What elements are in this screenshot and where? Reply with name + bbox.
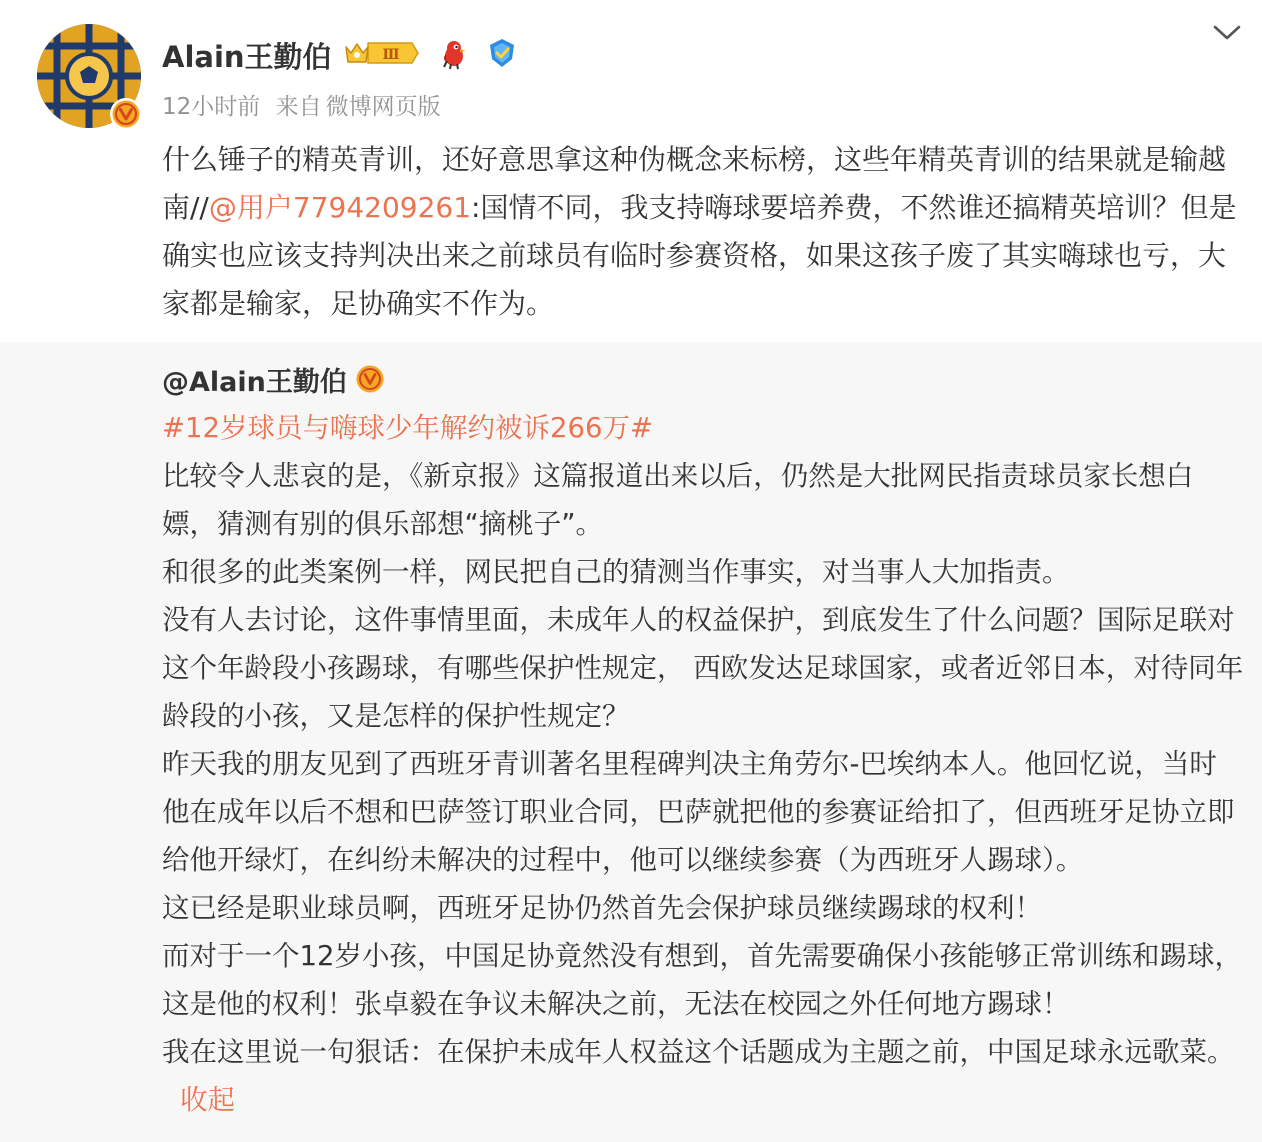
chevron-down-icon[interactable] — [1211, 22, 1243, 44]
repost-paragraph: 这已经是职业球员啊，西班牙足协仍然首先会保护球员继续踢球的权利！ — [162, 892, 1042, 924]
verified-v-icon — [109, 97, 143, 131]
repost-author-row — [162, 356, 385, 402]
author-name[interactable]: Alain王勤伯 — [162, 39, 332, 74]
post-time[interactable]: 12小时前 — [162, 94, 261, 120]
topic-hashtag-link[interactable]: #12岁球员与嗨球少年解约被诉266万# — [162, 412, 654, 444]
post-source[interactable]: 微博网页版 — [325, 94, 441, 120]
repost-paragraph: 昨天我的朋友见到了西班牙青训著名里程碑判决主角劳尔-巴埃纳本人。他回忆说，当时他在成年以后不想和巴萨签订职业合同，巴萨就把他的参赛证给扣了，但西班牙足协立即给他开绿灯，在纠纷未解决的过程中，他可以继续参赛（为西班牙人踢球）。 — [162, 748, 1235, 876]
post-text-before: 什么锤子的精英青训，还好意思拿这种伪概念来标榜，这些年精英青训的结果就是输越南// — [162, 143, 1227, 224]
repost-paragraph: 和很多的此类案例一样，网民把自己的猜测当作事实，对当事人大加指责。 — [162, 556, 1070, 588]
bird-icon[interactable] — [438, 36, 472, 74]
repost-paragraph: 没有人去讨论，这件事情里面，未成年人的权益保护，到底发生了什么问题？国际足联对这个年龄段小孩踢球，有哪些保护性规定， 西欧发达足球国家，或者近邻日本，对待同年龄段的小孩，又是怎样的保护性规定？ — [162, 604, 1244, 732]
shield-check-icon[interactable] — [486, 37, 518, 73]
level-badge-text: Ⅲ — [382, 47, 400, 63]
post-meta — [162, 88, 449, 121]
post-text — [162, 136, 1242, 328]
collapse-link[interactable]: 收起 — [180, 1084, 235, 1116]
repost-paragraph: 而对于一个12岁小孩，中国足协竟然没有想到，首先需要确保小孩能够正常训练和踢球，这是他的权利！张卓毅在争议未解决之前，无法在校园之外任何地方踢球！ — [162, 940, 1242, 1020]
repost-paragraph: 比较令人悲哀的是，《新京报》这篇报道出来以后，仍然是大批网民指责球员家长想白嫖，猜测有别的俱乐部想“摘桃子”。 — [162, 460, 1194, 540]
verified-v-icon — [355, 364, 385, 394]
post-text-after: :国情不同，我支持嗨球要培养费，不然谁还搞精英培训？但是确实也应该支持判决出来之前球员有临时参赛资格，如果这孩子废了其实嗨球也亏，大家都是输家，足协确实不作为。 — [162, 191, 1237, 320]
repost-paragraph: 我在这里说一句狠话：在保护未成年人权益这个话题成为主题之前，中国足球永远歌菜。 — [162, 1036, 1235, 1068]
source-prefix: 来自 — [275, 94, 322, 120]
user-mention-link[interactable]: @用户7794209261 — [208, 191, 472, 224]
repost-text — [162, 404, 1244, 1124]
level-crown-badge-icon[interactable] — [342, 39, 420, 71]
repost-author-link[interactable]: @Alain王勤伯 — [162, 366, 347, 398]
